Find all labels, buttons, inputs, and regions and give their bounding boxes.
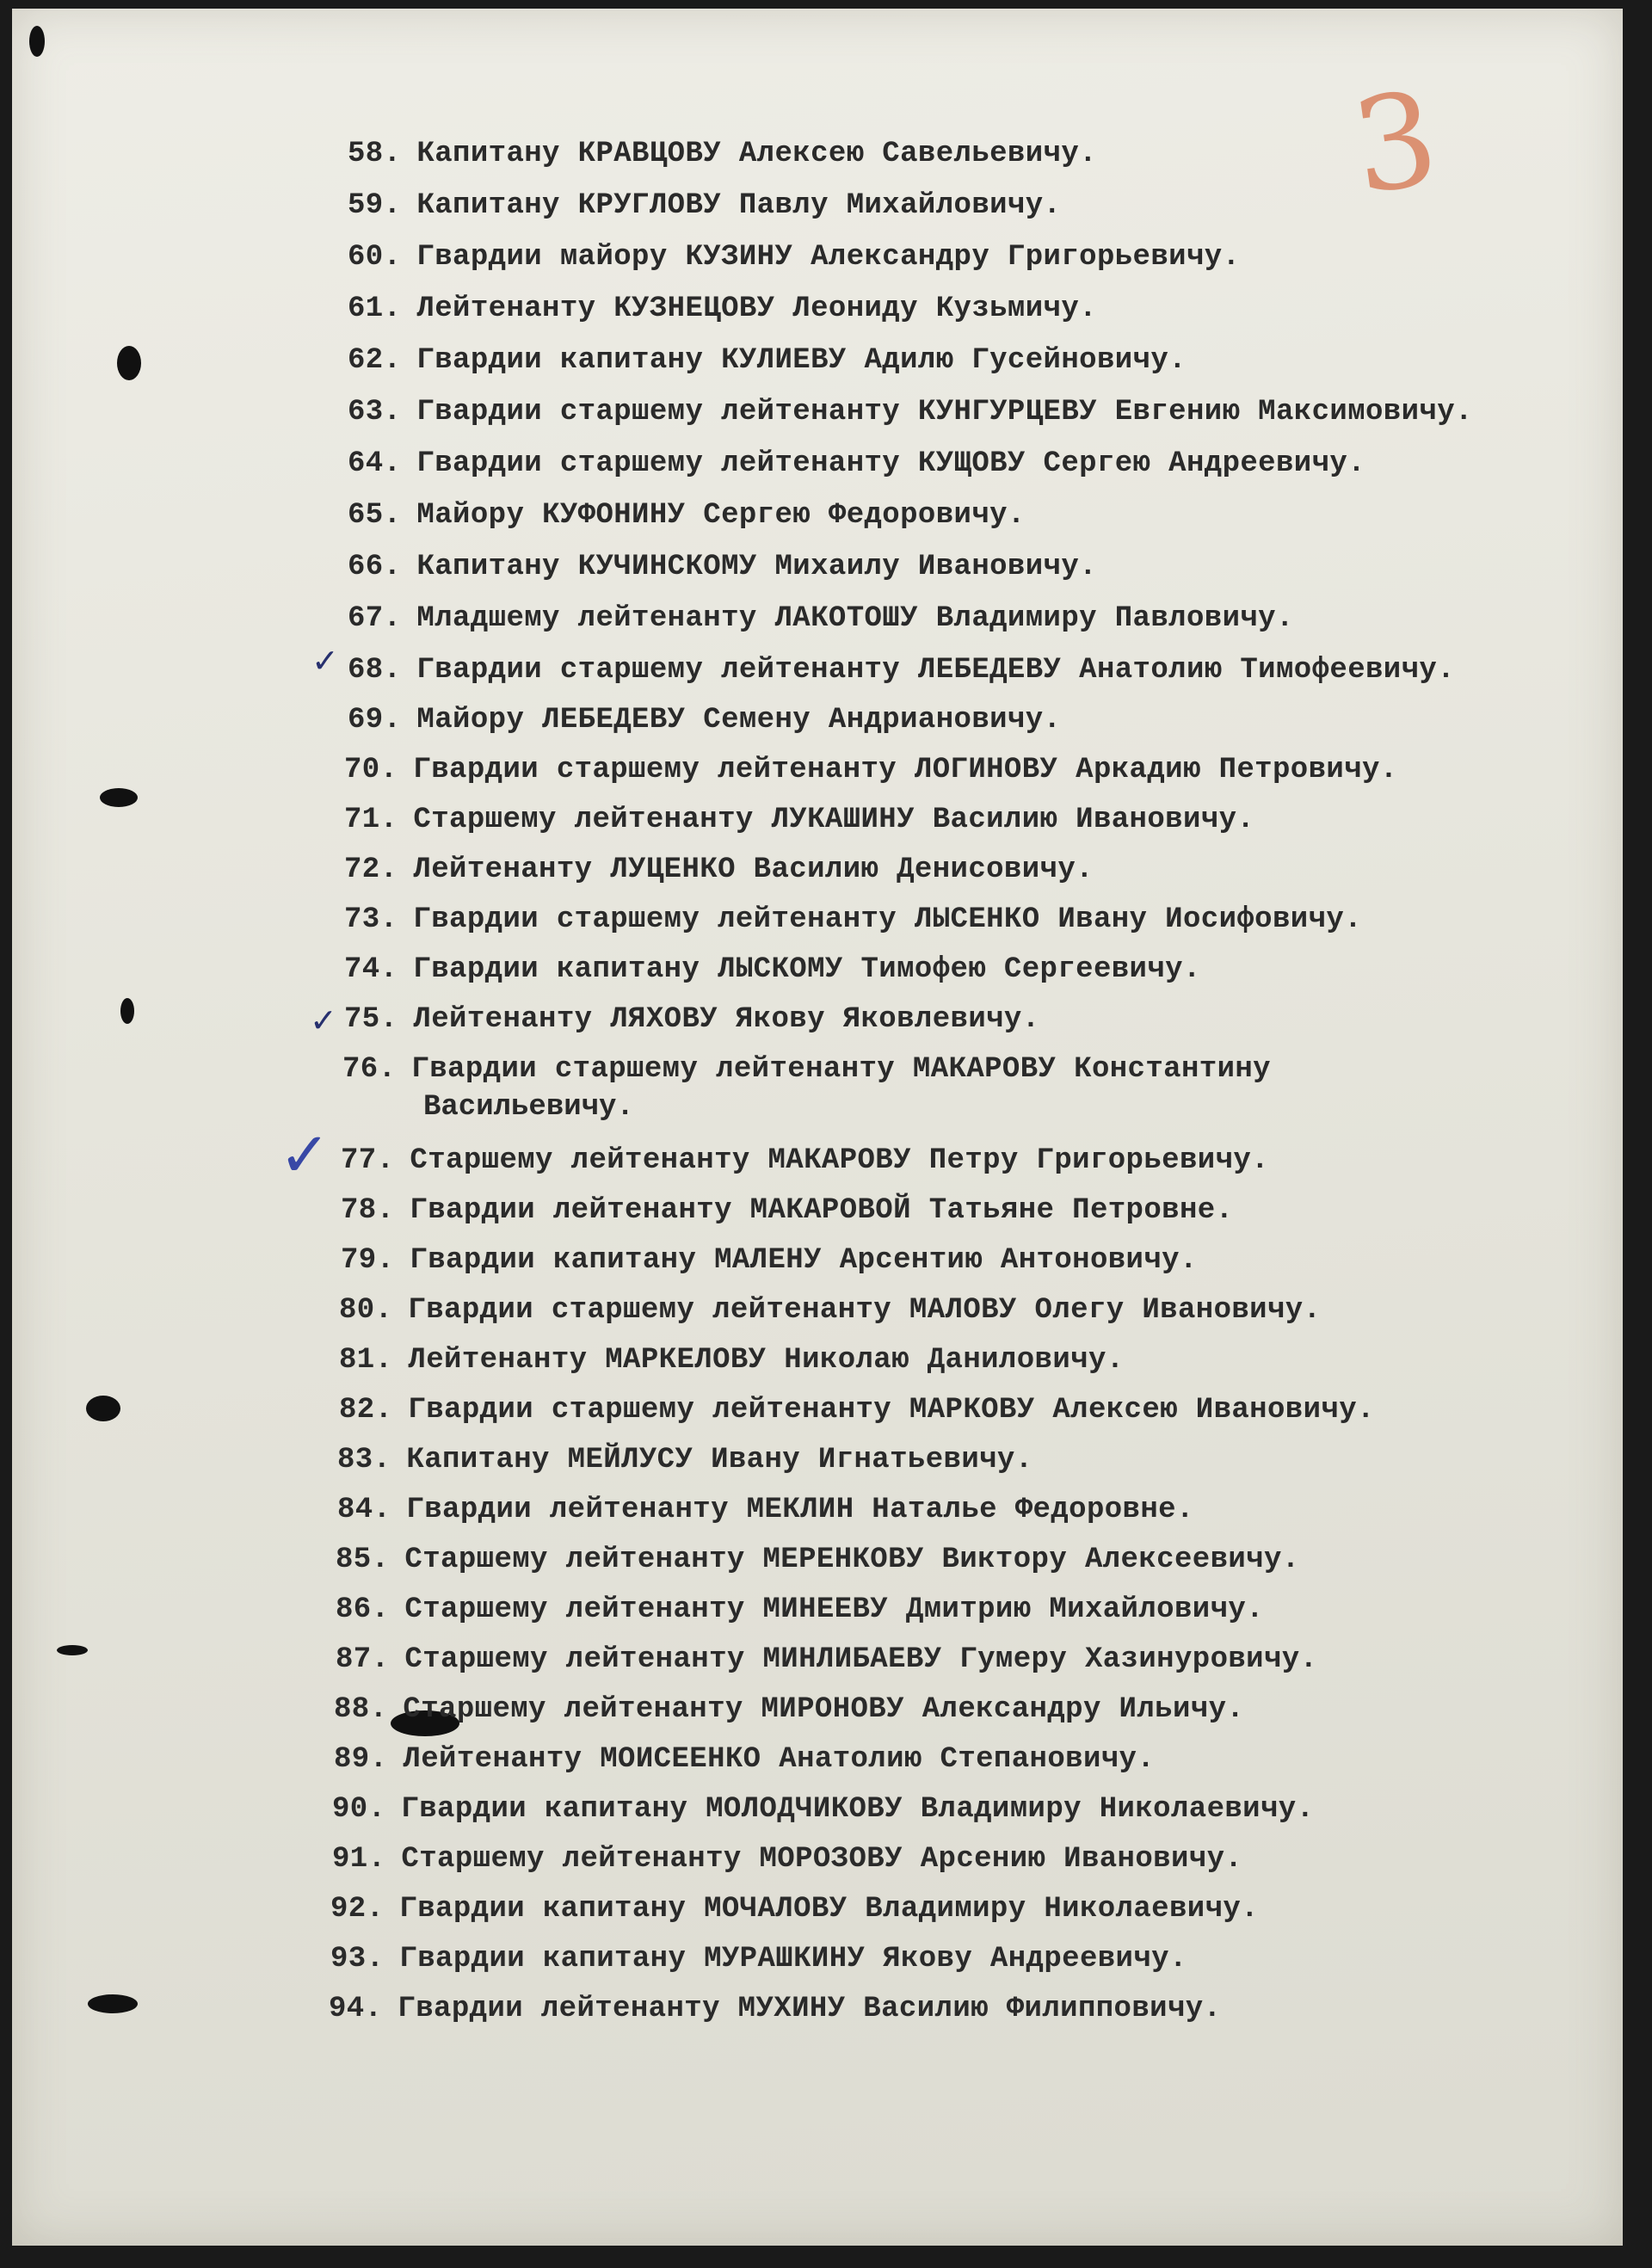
list-item: 63. Гвардии старшему лейтенанту КУНГУРЦЕВУ Евгению Максимовичу. (348, 396, 1473, 428)
list-item: 61. Лейтенанту КУЗНЕЦОВУ Леониду Кузьмичу. (348, 293, 1097, 325)
list-item: 86. Старшему лейтенанту МИНЕЕВУ Дмитрию Михайловичу. (336, 1593, 1264, 1626)
list-item: 71. Старшему лейтенанту ЛУКАШИНУ Василию Ивановичу. (344, 804, 1255, 836)
list-item: 85. Старшему лейтенанту МЕРЕНКОВУ Виктору Алексеевичу. (336, 1544, 1300, 1576)
list-item: 69. Майору ЛЕБЕДЕВУ Семену Андриановичу. (348, 704, 1062, 736)
list-item: 93. Гвардии капитану МУРАШКИНУ Якову Андреевичу. (330, 1943, 1187, 1975)
handwritten-check-mark: ✓ (310, 1001, 337, 1039)
list-item: 68. Гвардии старшему лейтенанту ЛЕБЕДЕВУ Анатолию Тимофеевичу. (348, 654, 1456, 687)
list-item: 60. Гвардии майору КУЗИНУ Александру Григорьевичу. (348, 241, 1241, 274)
list-item: 78. Гвардии лейтенанту МАКАРОВОЙ Татьяне Петровне. (341, 1194, 1234, 1227)
list-item: 87. Старшему лейтенанту МИНЛИБАЕВУ Гумеру Хазинуровичу. (336, 1643, 1318, 1676)
list-item-continuation: Васильевичу. (423, 1091, 634, 1124)
list-item: 91. Старшему лейтенанту МОРОЗОВУ Арсению Ивановичу. (332, 1843, 1243, 1876)
list-item: 66. Капитану КУЧИНСКОМУ Михаилу Ивановичу. (348, 551, 1097, 583)
handwritten-check-mark: ✓ (311, 642, 339, 680)
handwritten-check-mark: ✓ (279, 1119, 331, 1191)
list-item: 77. Старшему лейтенанту МАКАРОВУ Петру Григорьевичу. (341, 1144, 1269, 1177)
list-item: 70. Гвардии старшему лейтенанту ЛОГИНОВУ Аркадию Петровичу. (344, 754, 1398, 786)
list-item: 94. Гвардии лейтенанту МУХИНУ Василию Филипповичу. (329, 1993, 1222, 2025)
list-item: 82. Гвардии старшему лейтенанту МАРКОВУ Алексею Ивановичу. (339, 1394, 1375, 1427)
list-item: 65. Майору КУФОНИНУ Сергею Федоровичу. (348, 499, 1026, 532)
list-item: 58. Капитану КРАВЦОВУ Алексею Савельевичу. (348, 138, 1097, 170)
list-item: 64. Гвардии старшему лейтенанту КУЩОВУ Сергею Андреевичу. (348, 447, 1365, 480)
list-item: 74. Гвардии капитану ЛЫСКОМУ Тимофею Сергеевичу. (344, 953, 1201, 986)
list-item: 62. Гвардии капитану КУЛИЕВУ Адилю Гусейновичу. (348, 344, 1187, 377)
list-item: 67. Младшему лейтенанту ЛАКОТОШУ Владимиру Павловичу. (348, 602, 1294, 635)
list-item: 75. Лейтенанту ЛЯХОВУ Якову Яковлевичу. (344, 1003, 1040, 1036)
list-item: 72. Лейтенанту ЛУЦЕНКО Василию Денисовичу. (344, 854, 1094, 886)
list-item: 73. Гвардии старшему лейтенанту ЛЫСЕНКО Ивану Иосифовичу. (344, 903, 1362, 936)
document-sheet (12, 9, 1623, 2246)
list-item: 81. Лейтенанту МАРКЕЛОВУ Николаю Даниловичу. (339, 1344, 1125, 1377)
list-item: 90. Гвардии капитану МОЛОДЧИКОВУ Владимиру Николаевичу. (332, 1793, 1315, 1826)
list-item: 59. Капитану КРУГЛОВУ Павлу Михайловичу. (348, 189, 1062, 222)
list-item: 76. Гвардии старшему лейтенанту МАКАРОВУ Константину (342, 1053, 1271, 1086)
list-item: 89. Лейтенанту МОИСЕЕНКО Анатолию Степановичу. (334, 1743, 1156, 1776)
list-item: 84. Гвардии лейтенанту МЕКЛИН Наталье Федоровне. (337, 1494, 1194, 1526)
list-item: 88. Старшему лейтенанту МИРОНОВУ Александру Ильичу. (334, 1693, 1245, 1726)
handwritten-page-number: 3 (1344, 64, 1447, 224)
list-item: 79. Гвардии капитану МАЛЕНУ Арсентию Антоновичу. (341, 1244, 1198, 1277)
list-item: 92. Гвардии капитану МОЧАЛОВУ Владимиру Николаевичу. (330, 1893, 1259, 1926)
list-item: 80. Гвардии старшему лейтенанту МАЛОВУ Олегу Ивановичу. (339, 1294, 1322, 1327)
list-item: 83. Капитану МЕЙЛУСУ Ивану Игнатьевичу. (337, 1444, 1033, 1476)
award-list (12, 9, 1623, 2246)
